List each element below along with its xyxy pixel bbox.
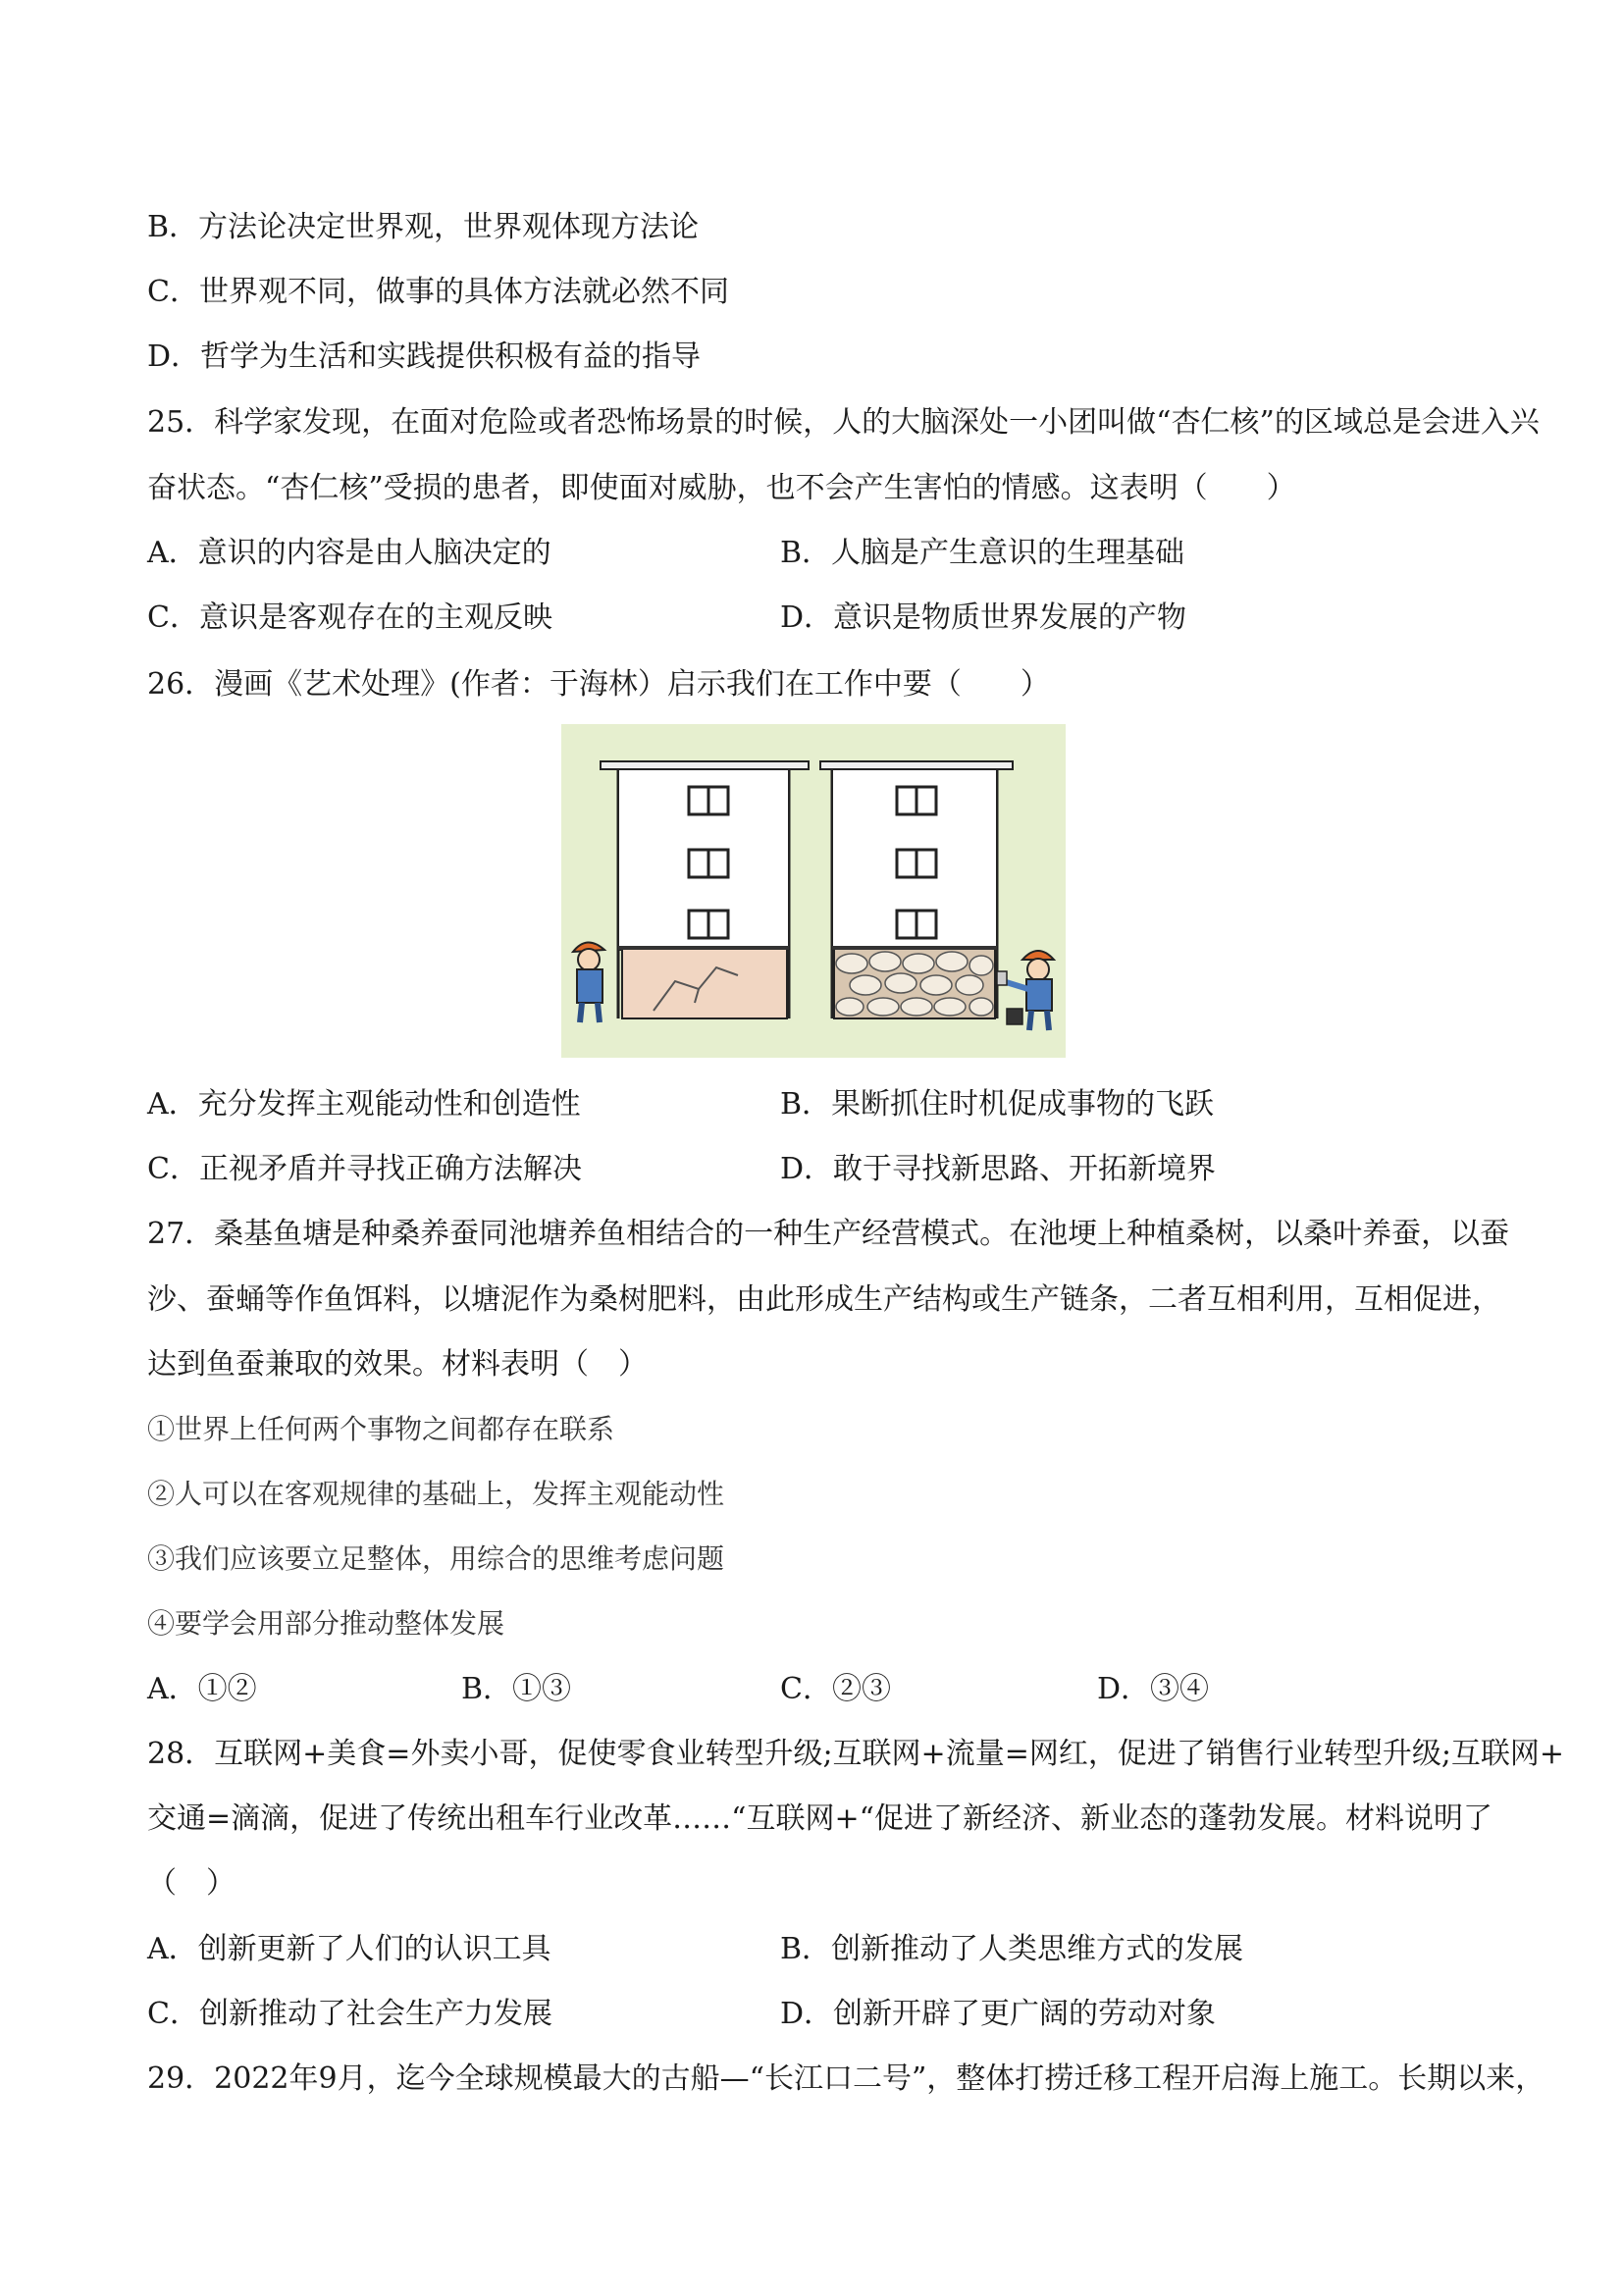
q26-option-a[interactable]: A．充分发挥主观能动性和创造性 <box>147 1087 581 1122</box>
q28-option-c[interactable]: C．创新推动了社会生产力发展 <box>147 1997 552 2031</box>
q24-option-c[interactable]: C．世界观不同，做事的具体方法就必然不同 <box>147 275 729 309</box>
q28-stem-line2: 交通=滴滴，促进了传统出租车行业改革……“互联网+“促进了新经济、新业态的蓬勃发展。材料说明了 <box>147 1801 1492 1836</box>
q26-option-d[interactable]: D．敢于寻找新思路、开拓新境界 <box>780 1152 1217 1186</box>
q28-stem-line3: （ ） <box>147 1866 236 1901</box>
q27-stem-line2: 沙、蚕蛹等作鱼饵料，以塘泥作为桑树肥料，由此形成生产结构或生产链条，二者互相利用，互相促进， <box>147 1282 1501 1317</box>
q27-statement-4: ④要学会用部分推动整体发展 <box>147 1607 505 1640</box>
q26-option-b[interactable]: B．果断抓住时机促成事物的飞跃 <box>780 1087 1215 1122</box>
q27-stem-line3: 达到鱼蚕兼取的效果。材料表明（ ） <box>147 1347 648 1382</box>
q25-option-a[interactable]: A．意识的内容是由人脑决定的 <box>147 536 551 570</box>
q27-option-a[interactable]: A．①② <box>147 1672 257 1706</box>
q27-option-b[interactable]: B．①③ <box>461 1672 572 1706</box>
q28-option-b[interactable]: B．创新推动了人类思维方式的发展 <box>780 1932 1244 1966</box>
q27-option-d[interactable]: D．③④ <box>1097 1672 1210 1706</box>
q28-option-d[interactable]: D．创新开辟了更广阔的劳动对象 <box>780 1997 1217 2031</box>
q28-option-a[interactable]: A．创新更新了人们的认识工具 <box>147 1932 551 1966</box>
q27-stem-line1: 27．桑基鱼塘是种桑养蚕同池塘养鱼相结合的一种生产经营模式。在池埂上种植桑树，以桑叶养蚕，以蚕 <box>147 1217 1510 1251</box>
q24-option-d[interactable]: D．哲学为生活和实践提供积极有益的指导 <box>147 339 702 374</box>
q25-option-d[interactable]: D．意识是物质世界发展的产物 <box>780 600 1187 635</box>
q25-option-b[interactable]: B．人脑是产生意识的生理基础 <box>780 536 1185 570</box>
q28-stem-line1: 28．互联网+美食=外卖小哥，促使零食业转型升级;互联网+流量=网红，促进了销售行业转型升级;互联网+ <box>147 1737 1565 1771</box>
q27-statement-1: ①世界上任何两个事物之间都存在联系 <box>147 1413 615 1445</box>
q25-stem-line1: 25．科学家发现，在面对危险或者恐怖场景的时候，人的大脑深处一小团叫做“杏仁核”的区域总是会进入兴 <box>147 405 1540 440</box>
q25-option-c[interactable]: C．意识是客观存在的主观反映 <box>147 600 552 635</box>
q29-stem-line1: 29．2022年9月，迄今全球规模最大的古船—“长江口二号”，整体打捞迁移工程开启海上施工。长期以来， <box>147 2061 1545 2096</box>
q27-statement-2: ②人可以在客观规律的基础上，发挥主观能动性 <box>147 1478 725 1510</box>
q26-stem: 26．漫画《艺术处理》(作者：于海林）启示我们在工作中要（ ） <box>147 667 1050 702</box>
q26-option-c[interactable]: C．正视矛盾并寻找正确方法解决 <box>147 1152 582 1186</box>
q25-stem-line2: 奋状态。“杏仁核”受损的患者，即使面对威胁，也不会产生害怕的情感。这表明（ ） <box>147 471 1296 505</box>
q27-option-c[interactable]: C．②③ <box>780 1672 891 1706</box>
cartoon-art-processing-image <box>561 724 1066 1058</box>
q27-statement-3: ③我们应该要立足整体，用综合的思维考虑问题 <box>147 1542 725 1575</box>
q24-option-b[interactable]: B．方法论决定世界观，世界观体现方法论 <box>147 210 700 244</box>
